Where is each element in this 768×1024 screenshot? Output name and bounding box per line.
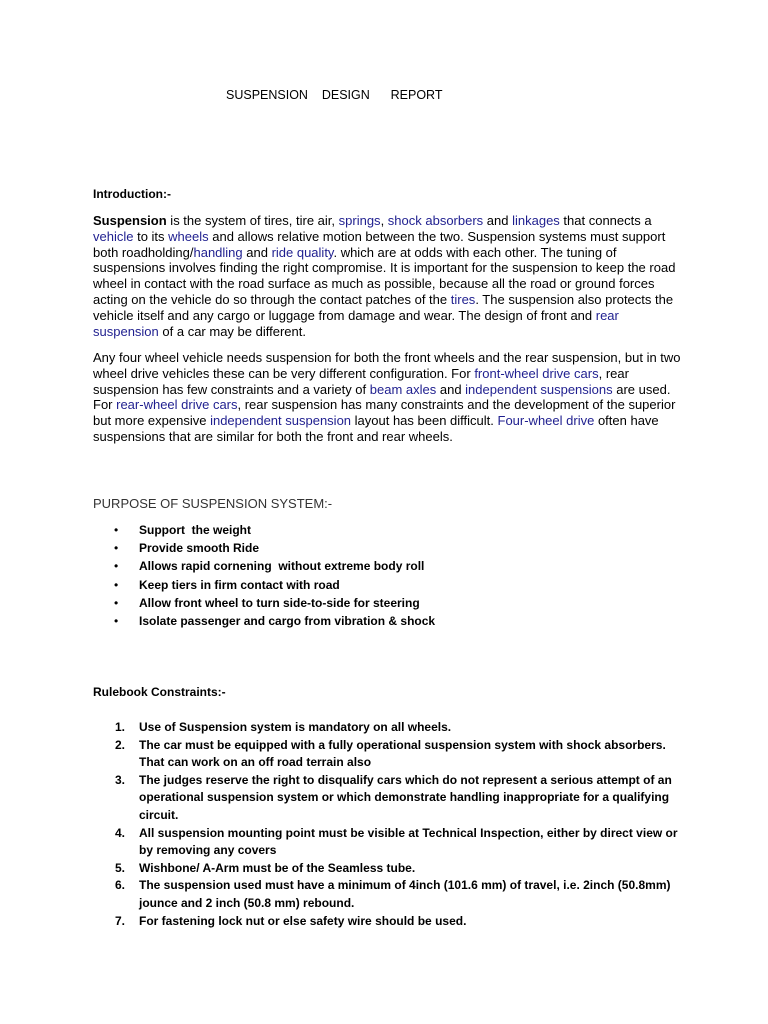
text-run: to its <box>133 228 169 244</box>
bullet-icon: • <box>114 541 119 556</box>
link-springs[interactable]: springs <box>338 213 381 228</box>
text-run: , rear suspension has few constraints and a variety of <box>93 365 629 397</box>
text-run: and <box>436 381 466 397</box>
list-item-text: Keep tiers in firm contact with road <box>139 577 340 592</box>
link-ride-quality[interactable]: ride quality <box>271 244 334 260</box>
bullet-icon: • <box>114 595 119 610</box>
text-run: of a car may be different. <box>158 323 306 339</box>
list-item-text: Allows rapid cornening without extreme body roll <box>139 559 425 574</box>
list-item <box>93 521 435 539</box>
link-tires[interactable]: tires <box>450 291 476 307</box>
text-run: and <box>242 244 272 260</box>
list-item-text: The car must be equipped with a fully operational suspension system with shock absorbers. That can work on an off road terrain also <box>139 737 666 770</box>
text-run: Any four wheel vehicle needs suspension for both the front wheels and the rear suspension, but in two wheel drive vehicles these can be very different configuration. For <box>93 350 681 381</box>
rulebook-list <box>93 719 693 930</box>
list-item <box>93 860 693 878</box>
link-shock-absorbers[interactable]: shock absorbers <box>387 213 484 228</box>
link-wheels[interactable]: wheels <box>168 228 209 244</box>
introduction-paragraph-1 <box>93 213 683 339</box>
list-item <box>93 772 693 825</box>
list-item-text: Support the weight <box>139 523 251 537</box>
link-handling[interactable]: handling <box>193 244 243 260</box>
list-item-text: All suspension mounting point must be visible at Technical Inspection, either by direct view or by removing any covers <box>139 825 678 858</box>
link-independent-suspension[interactable]: independent suspension <box>210 413 352 429</box>
bullet-icon: • <box>114 613 119 628</box>
list-item <box>93 719 693 737</box>
list-item-text: Provide smooth Ride <box>139 541 260 556</box>
list-item-text: Wishbone/ A-Arm must be of the Seamless tube. <box>139 860 416 875</box>
list-item-text: Use of Suspension system is mandatory on all wheels. <box>139 720 452 734</box>
text-run: and allows relative motion between the two. Suspension systems must support both roadholding/ <box>93 228 666 260</box>
list-item <box>93 737 693 772</box>
introduction-heading: Introduction:- <box>93 187 171 201</box>
list-item <box>93 557 435 575</box>
text-run: layout has been difficult. <box>351 413 498 429</box>
text-run: . The suspension also protects the vehicle itself and any cargo or luggage from damage and wear. The design of front and <box>93 291 674 323</box>
list-item <box>93 594 435 612</box>
link-front-wheel-drive-cars[interactable]: front-wheel drive cars <box>474 365 599 381</box>
list-item <box>93 913 693 931</box>
list-item-text: Allow front wheel to turn side-to-side for steering <box>139 595 420 610</box>
introduction-paragraph-2 <box>93 350 683 445</box>
suspension-term: Suspension <box>93 213 167 228</box>
list-item-text: The judges reserve the right to disqualify cars which do not represent a serious attempt of an operational suspension system or which demonstrate handling inappropriate for a qualifying circuit. <box>139 772 672 822</box>
item-number: 1. <box>115 720 126 734</box>
link-vehicle[interactable]: vehicle <box>93 228 134 244</box>
list-item <box>93 576 435 594</box>
item-number: 4. <box>115 825 126 840</box>
rulebook-heading: Rulebook Constraints:- <box>93 685 226 699</box>
report-title: SUSPENSION DESIGN REPORT <box>226 88 443 102</box>
text-run: often have suspensions that are similar for both the front and rear wheels. <box>93 413 659 444</box>
text-run: , <box>380 213 388 228</box>
item-number: 6. <box>115 878 126 893</box>
link-rear-suspension[interactable]: rear suspension <box>93 307 619 339</box>
text-run: that connects a <box>559 213 652 228</box>
purpose-heading: PURPOSE OF SUSPENSION SYSTEM:- <box>93 496 333 511</box>
link-independent-suspensions[interactable]: independent suspensions <box>465 381 613 397</box>
link-beam-axles[interactable]: beam axles <box>369 381 437 397</box>
list-item-text: The suspension used must have a minimum of 4inch (101.6 mm) of travel, i.e. 2inch (50.8mm) jounce and 2 inch (50.8 mm) rebound. <box>139 878 671 910</box>
list-item <box>93 825 693 860</box>
text-run: are used. For <box>93 381 671 413</box>
text-run: is the system of tires, tire air, <box>166 213 339 228</box>
list-item <box>93 539 435 557</box>
bullet-icon: • <box>114 577 119 592</box>
text-run: and <box>483 213 513 228</box>
list-item <box>93 612 435 630</box>
link-four-wheel-drive[interactable]: Four-wheel drive <box>497 413 595 429</box>
item-number: 2. <box>115 737 126 752</box>
list-item-text: Isolate passenger and cargo from vibration & shock <box>139 613 436 628</box>
text-run: . which are at odds with each other. The tuning of suspensions involves finding the right compromise. It is important for the suspension to keep the road wheel in contact with the road surface as much as possible, because all the road or ground forces acting on the vehicle do so through the contact patches of the <box>93 244 676 307</box>
purpose-list <box>93 521 435 630</box>
item-number: 3. <box>115 772 126 787</box>
item-number: 7. <box>115 913 126 928</box>
bullet-icon: • <box>114 559 119 574</box>
text-run: , rear suspension has many constraints and the development of the superior but more expensive <box>93 397 676 429</box>
item-number: 5. <box>115 860 126 875</box>
link-rear-wheel-drive-cars[interactable]: rear-wheel drive cars <box>116 397 238 413</box>
bullet-icon: • <box>114 523 119 537</box>
link-linkages[interactable]: linkages <box>512 213 560 228</box>
list-item-text: For fastening lock nut or else safety wire should be used. <box>139 913 467 928</box>
list-item <box>93 877 693 912</box>
